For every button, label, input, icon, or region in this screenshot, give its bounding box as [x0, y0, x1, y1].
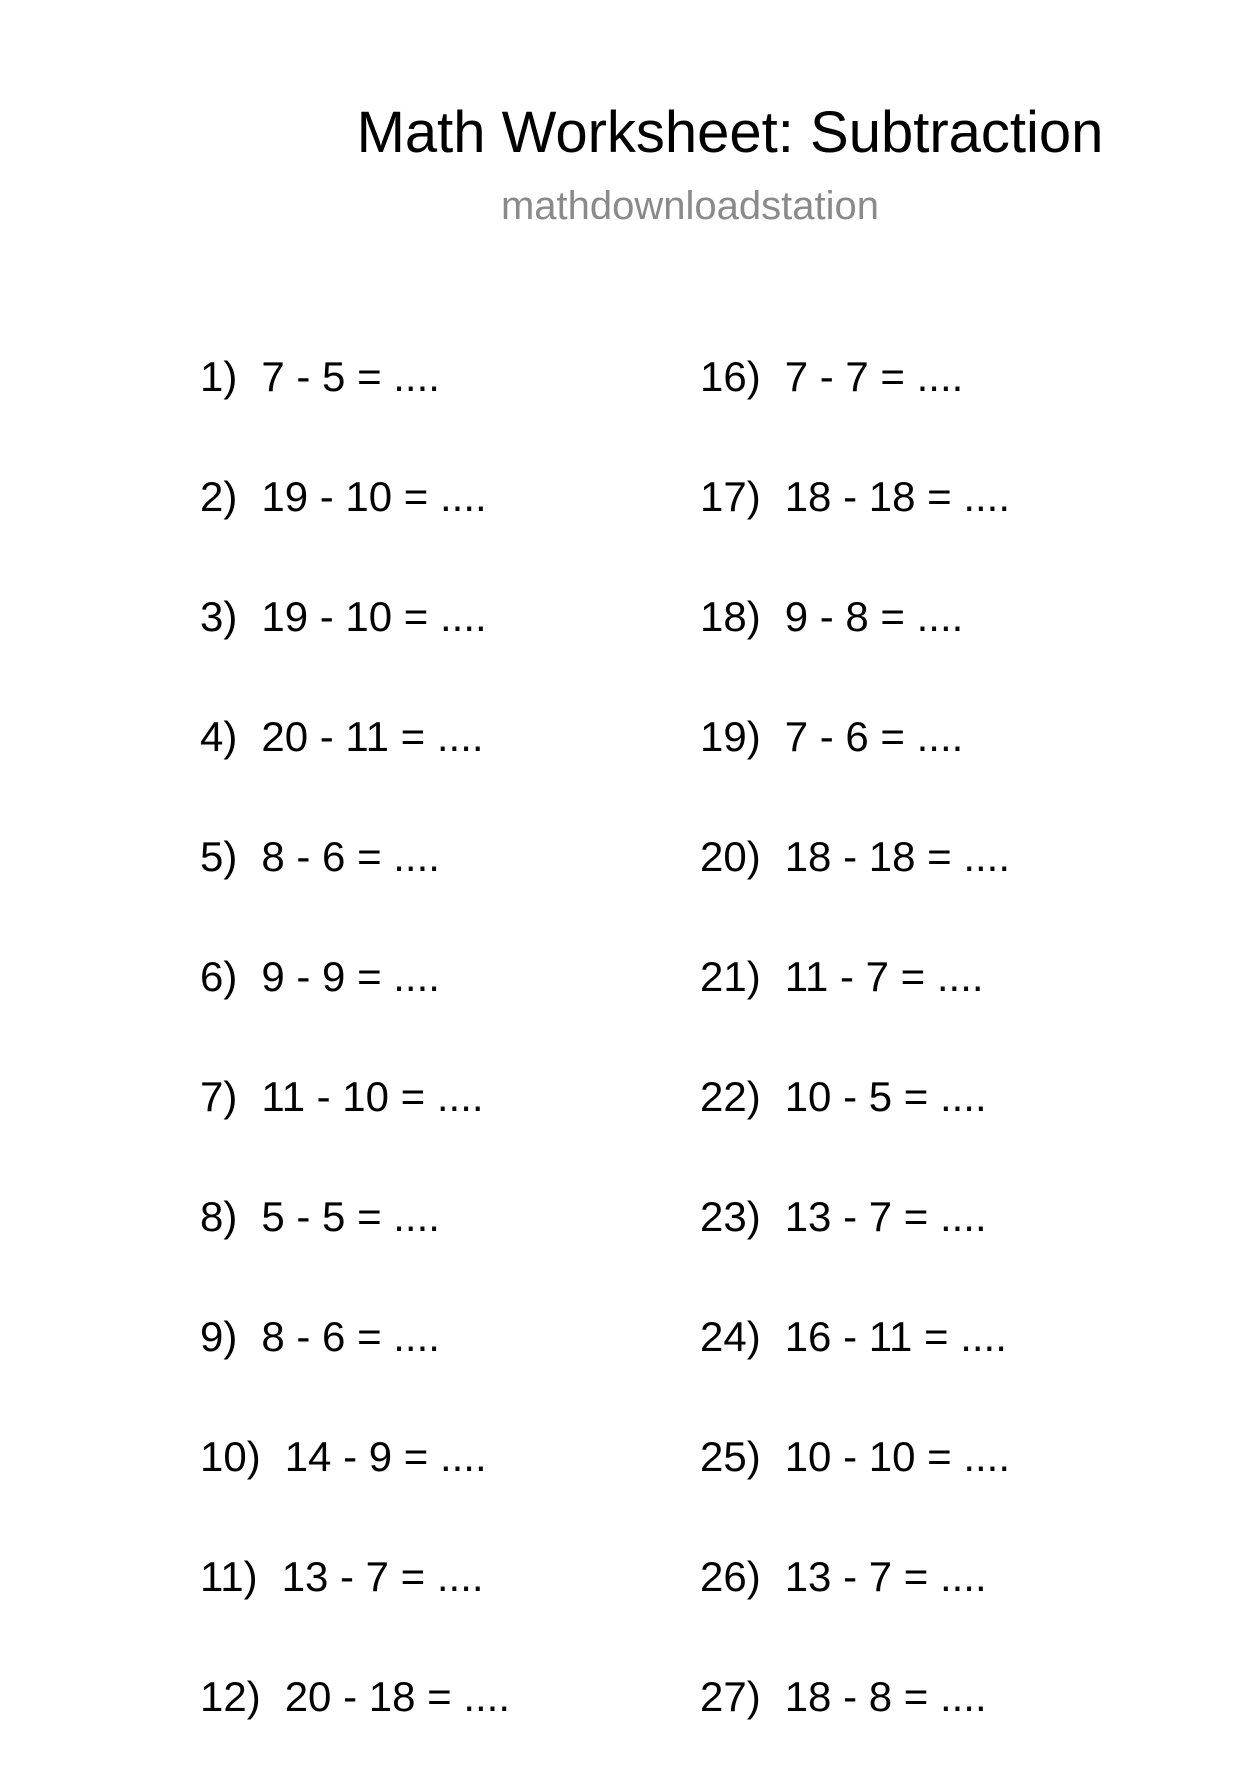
problem-item — [200, 1072, 510, 1192]
problem-item — [200, 592, 510, 712]
problem-number: 22) — [700, 1073, 761, 1120]
problem-list-right — [700, 352, 1010, 1792]
problem-item — [700, 1672, 1010, 1792]
problem-item — [700, 1072, 1010, 1192]
problem-item — [200, 1552, 510, 1672]
problem-expression: 16 - 11 = .... — [784, 1313, 1007, 1360]
problem-item — [200, 1192, 510, 1312]
problem-number: 23) — [700, 1193, 761, 1240]
problem-number: 6) — [200, 953, 238, 1000]
problem-expression: 19 - 10 = .... — [261, 593, 487, 640]
problem-number: 25) — [700, 1433, 761, 1480]
problem-expression: 10 - 5 = .... — [784, 1073, 987, 1120]
problem-expression: 13 - 7 = .... — [784, 1193, 987, 1240]
problem-item — [700, 1432, 1010, 1552]
problem-expression: 5 - 5 = .... — [261, 1193, 440, 1240]
problem-expression: 11 - 7 = .... — [784, 953, 984, 1000]
problem-item — [200, 1432, 510, 1552]
problem-number: 1) — [200, 353, 238, 400]
problem-item — [700, 352, 1010, 472]
problem-expression: 10 - 10 = .... — [784, 1433, 1011, 1480]
problem-expression: 13 - 7 = .... — [281, 1553, 484, 1600]
problem-expression: 19 - 10 = .... — [261, 473, 487, 520]
problem-expression: 7 - 7 = .... — [784, 353, 964, 400]
problem-number: 8) — [200, 1193, 238, 1240]
problem-expression: 18 - 18 = .... — [784, 833, 1011, 880]
problem-item — [700, 832, 1010, 952]
problem-item — [700, 1192, 1010, 1312]
problem-item — [700, 592, 1010, 712]
problem-expression: 18 - 8 = .... — [784, 1673, 987, 1720]
problem-number: 17) — [700, 473, 761, 520]
problem-expression: 8 - 6 = .... — [261, 833, 440, 880]
problem-number: 5) — [200, 833, 238, 880]
problem-number: 24) — [700, 1313, 761, 1360]
problem-expression: 9 - 8 = .... — [784, 593, 964, 640]
problem-item — [700, 712, 1010, 832]
problem-item — [200, 1672, 510, 1792]
problem-number: 12) — [200, 1673, 261, 1720]
problem-number: 7) — [200, 1073, 238, 1120]
problem-number: 16) — [700, 353, 761, 400]
problem-number: 9) — [200, 1313, 238, 1360]
problem-number: 10) — [200, 1433, 261, 1480]
problem-item — [700, 1552, 1010, 1672]
problem-number: 2) — [200, 473, 238, 520]
problem-expression: 7 - 5 = .... — [261, 353, 440, 400]
problem-list-left — [200, 352, 510, 1792]
problem-number: 19) — [700, 713, 761, 760]
problem-item — [700, 1312, 1010, 1432]
problem-expression: 7 - 6 = .... — [784, 713, 964, 760]
problem-item — [200, 832, 510, 952]
problem-number: 4) — [200, 713, 238, 760]
problem-item — [200, 712, 510, 832]
problem-item — [700, 472, 1010, 592]
problem-item — [700, 952, 1010, 1072]
problem-expression: 8 - 6 = .... — [261, 1313, 440, 1360]
problem-number: 3) — [200, 593, 238, 640]
problem-item — [200, 472, 510, 592]
problem-expression: 20 - 11 = .... — [261, 713, 484, 760]
problem-expression: 11 - 10 = .... — [261, 1073, 484, 1120]
page-subtitle: mathdownloadstation — [500, 184, 880, 228]
problem-number: 20) — [700, 833, 761, 880]
problem-expression: 9 - 9 = .... — [261, 953, 440, 1000]
problem-item — [200, 352, 510, 472]
problem-expression: 13 - 7 = .... — [784, 1553, 987, 1600]
problem-number: 18) — [700, 593, 761, 640]
problem-item — [200, 1312, 510, 1432]
page-title: Math Worksheet: Subtraction — [356, 100, 1104, 165]
problem-number: 27) — [700, 1673, 761, 1720]
problem-number: 21) — [700, 953, 761, 1000]
problem-expression: 20 - 18 = .... — [284, 1673, 511, 1720]
problem-number: 11) — [200, 1553, 258, 1600]
problem-expression: 18 - 18 = .... — [784, 473, 1011, 520]
problem-expression: 14 - 9 = .... — [284, 1433, 487, 1480]
problem-number: 26) — [700, 1553, 761, 1600]
problem-item — [200, 952, 510, 1072]
